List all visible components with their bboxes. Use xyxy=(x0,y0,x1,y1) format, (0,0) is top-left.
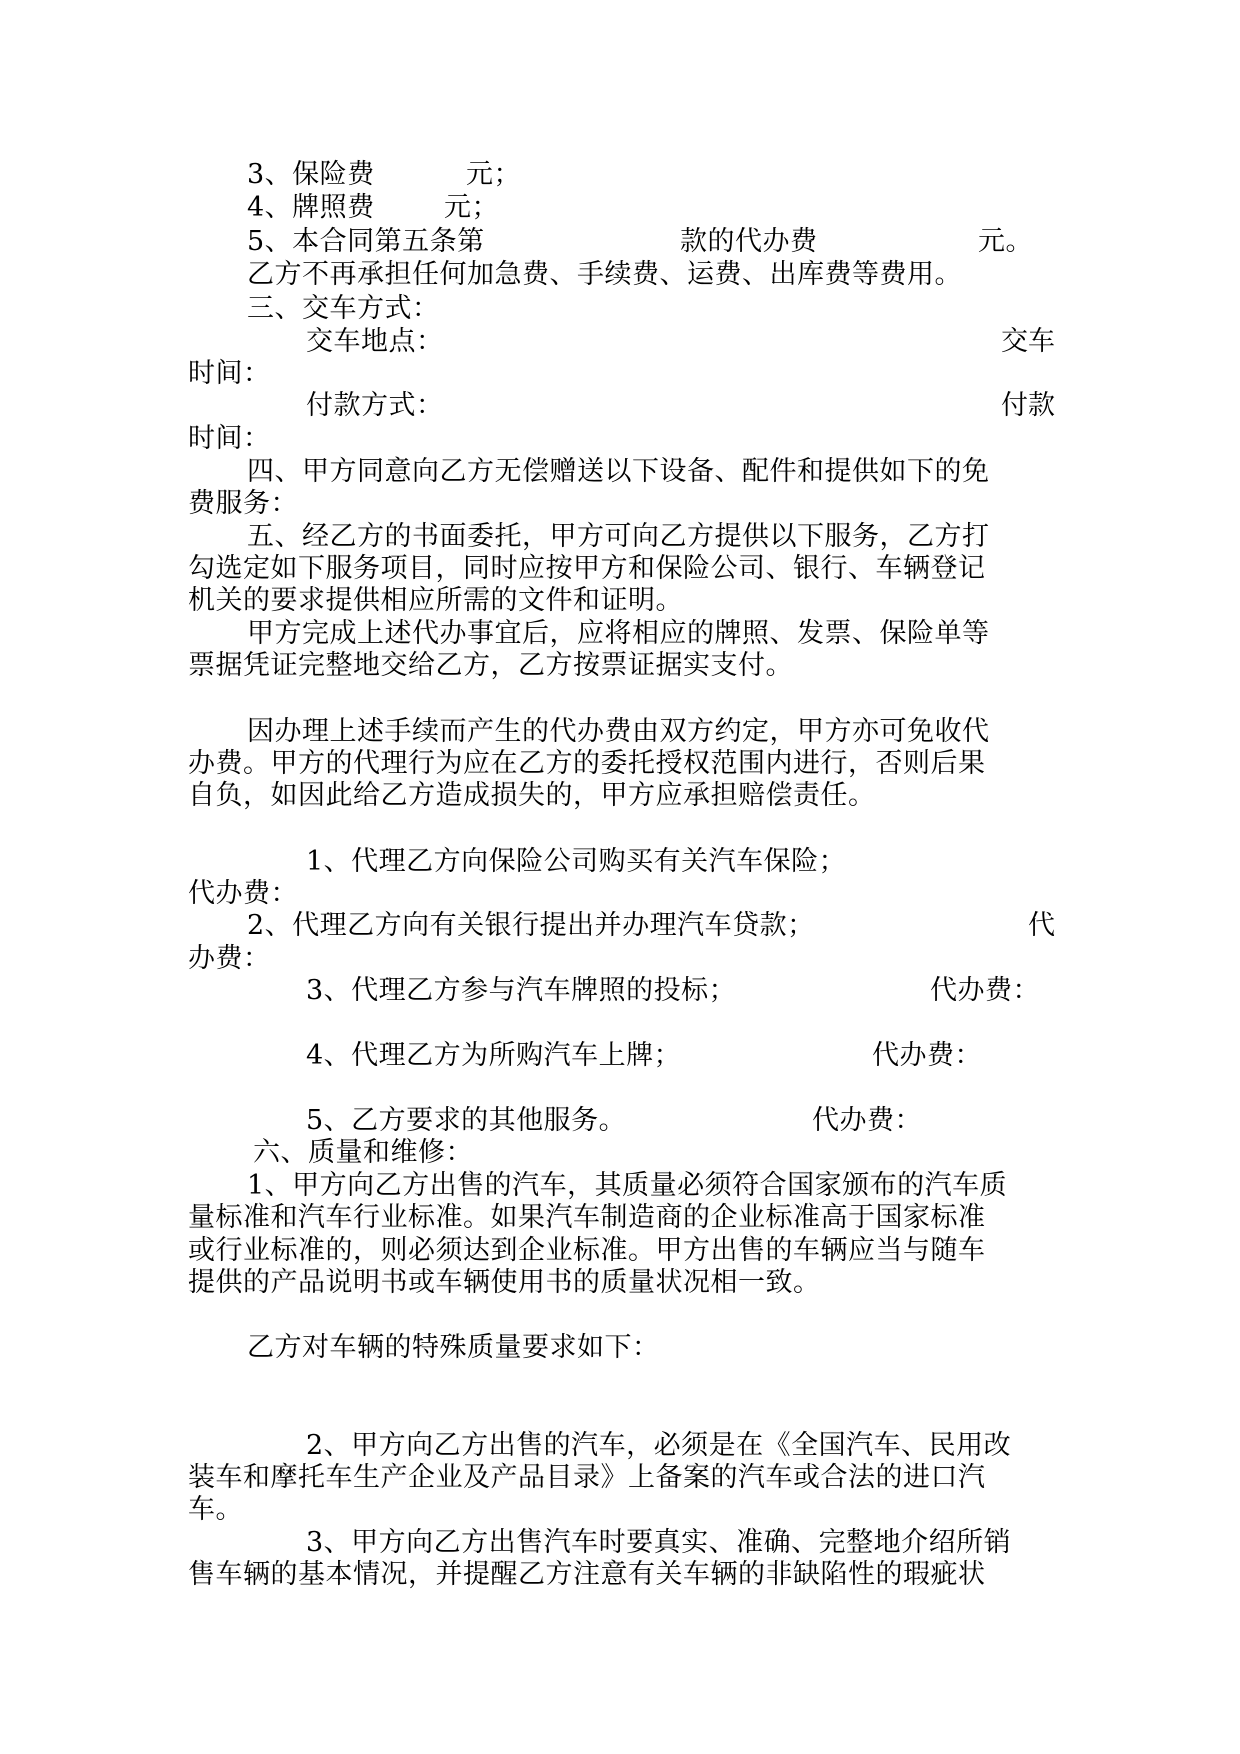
text-line: 交车 xyxy=(1001,326,1055,357)
text-line: 代办费： xyxy=(188,878,298,909)
text-line: 3、保险费 xyxy=(247,159,375,190)
section-heading: 四、甲方同意向乙方无偿赠送以下设备、配件和提供如下的免 xyxy=(247,456,990,487)
text-line: 付款方式： xyxy=(306,390,444,421)
section-heading: 六、质量和维修： xyxy=(253,1137,473,1168)
text-line: 装车和摩托车生产企业及产品目录》上备案的汽车或合法的进口汽 xyxy=(188,1462,986,1493)
text-line: 代 xyxy=(1028,910,1055,941)
text-line: 提供的产品说明书或车辆使用书的质量状况相一致。 xyxy=(188,1267,821,1298)
text-line: 自负，如因此给乙方造成损失的，甲方应承担赔偿责任。 xyxy=(188,780,876,811)
text-line: 代办费： xyxy=(872,1040,982,1071)
text-line: 元； xyxy=(466,159,521,190)
section-heading: 五、经乙方的书面委托，甲方可向乙方提供以下服务，乙方打 xyxy=(247,521,990,552)
text-line: 量标准和汽车行业标准。如果汽车制造商的企业标准高于国家标准 xyxy=(188,1202,986,1233)
text-line: 或行业标准的，则必须达到企业标准。甲方出售的车辆应当与随车 xyxy=(188,1235,986,1266)
text-line: 3、甲方向乙方出售汽车时要真实、准确、完整地介绍所销 xyxy=(306,1527,1012,1558)
text-line: 1、甲方向乙方出售的汽车，其质量必须符合国家颁布的汽车质 xyxy=(247,1170,1008,1201)
text-line: 时间： xyxy=(188,358,271,389)
text-line: 售车辆的基本情况，并提醒乙方注意有关车辆的非缺陷性的瑕疵状 xyxy=(188,1559,986,1590)
list-item: 2、代理乙方向有关银行提出并办理汽车贷款； xyxy=(247,910,815,941)
text-line: 勾选定如下服务项目，同时应按甲方和保险公司、银行、车辆登记 xyxy=(188,553,986,584)
text-line: 款的代办费 xyxy=(680,226,818,257)
text-line: 乙方对车辆的特殊质量要求如下： xyxy=(247,1332,660,1363)
text-line: 甲方完成上述代办事宜后，应将相应的牌照、发票、保险单等 xyxy=(247,618,990,649)
text-line: 4、牌照费 xyxy=(247,192,375,223)
text-line: 费服务： xyxy=(188,488,298,519)
text-line: 2、甲方向乙方出售的汽车，必须是在《全国汽车、民用改 xyxy=(306,1430,1012,1461)
text-line: 交车地点： xyxy=(306,326,444,357)
text-line: 5、本合同第五条第 xyxy=(247,226,485,257)
text-line: 办费。甲方的代理行为应在乙方的委托授权范围内进行，否则后果 xyxy=(188,748,986,779)
text-line: 票据凭证完整地交给乙方，乙方按票证据实支付。 xyxy=(188,650,793,681)
text-line: 代办费： xyxy=(812,1105,922,1136)
list-item: 5、乙方要求的其他服务。 xyxy=(306,1105,627,1136)
list-item: 1、代理乙方向保险公司购买有关汽车保险； xyxy=(306,846,847,877)
text-line: 车。 xyxy=(188,1494,243,1525)
text-line: 机关的要求提供相应所需的文件和证明。 xyxy=(188,585,683,616)
text-line: 乙方不再承担任何加急费、手续费、运费、出库费等费用。 xyxy=(247,259,962,290)
text-line: 时间： xyxy=(188,423,271,454)
text-line: 元； xyxy=(444,192,499,223)
list-item: 4、代理乙方为所购汽车上牌； xyxy=(306,1040,682,1071)
text-line: 因办理上述手续而产生的代办费由双方约定，甲方亦可免收代 xyxy=(247,716,990,747)
text-line: 办费： xyxy=(188,943,271,974)
text-line: 代办费： xyxy=(930,975,1040,1006)
section-heading: 三、交车方式： xyxy=(247,293,440,324)
text-line: 元。 xyxy=(978,226,1033,257)
text-line: 付款 xyxy=(1001,390,1055,421)
list-item: 3、代理乙方参与汽车牌照的投标； xyxy=(306,975,737,1006)
